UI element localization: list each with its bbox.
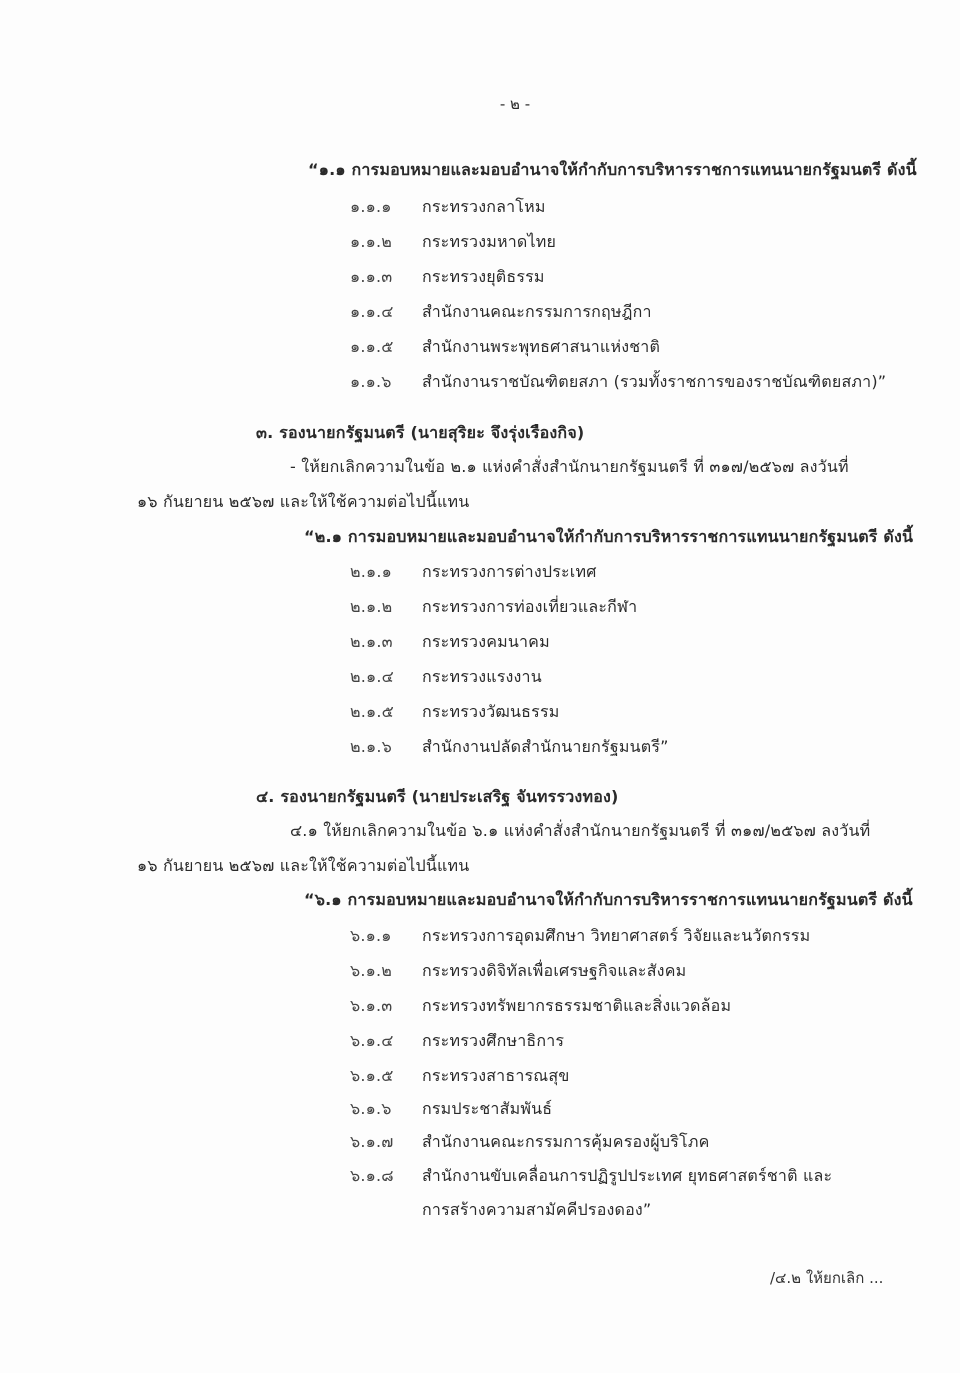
section-1-1-heading: “๑.๑ การมอบหมายและมอบอำนาจให้กำกับการบริหารราชการแทนนายกรัฐมนตรี ดังนี้ [308,160,917,179]
item-number: ๖.๑.๗ [350,1132,394,1151]
item-number: ๒.๑.๒ [350,597,393,616]
page-number: - ๒ - [499,95,531,113]
item-text: สำนักงานราชบัณฑิตยสภา (รวมทั้งราชการของราชบัณฑิตยสภา)” [422,372,887,391]
section-4-paragraph-line-1: ๔.๑ ให้ยกเลิกความในข้อ ๖.๑ แห่งคำสั่งสำนักนายกรัฐมนตรี ที่ ๓๑๗/๒๕๖๗ ลงวันที่ [290,821,871,840]
item-text: สำนักงานคณะกรรมการกฤษฎีกา [422,302,652,321]
list-item [350,701,560,723]
item-number: ๒.๑.๑ [350,562,393,581]
item-text: กระทรวงวัฒนธรรม [422,702,560,721]
section-6-1-heading: “๖.๑ การมอบหมายและมอบอำนาจให้กำกับการบริหารราชการแทนนายกรัฐมนตรี ดังนี้ [304,890,913,909]
list-item [350,995,731,1017]
item-text: กระทรวงมหาดไทย [422,232,557,251]
list-item [350,666,542,688]
item-number: ๑.๑.๓ [350,267,393,286]
item-text: สำนักงานพระพุทธศาสนาแห่งชาติ [422,337,661,356]
item-text: กระทรวงทรัพยากรธรรมชาติและสิ่งแวดล้อม [422,996,732,1015]
item-text: สำนักงานคณะกรรมการคุ้มครองผู้บริโภค [422,1132,710,1151]
section-2-1-heading: “๒.๑ การมอบหมายและมอบอำนาจให้กำกับการบริหารราชการแทนนายกรัฐมนตรี ดังนี้ [304,527,914,546]
item-number: ๖.๑.๖ [350,1099,392,1118]
list-item [350,1165,832,1187]
list-item [350,960,686,982]
section-3-paragraph-line-2: ๑๖ กันยายน ๒๕๖๗ และให้ใช้ความต่อไปนี้แทน [137,492,470,511]
item-text: กรมประชาสัมพันธ์ [422,1099,553,1118]
item-number: ๖.๑.๒ [350,961,393,980]
item-number: ๒.๑.๕ [350,702,394,721]
list-item [350,1131,709,1153]
list-item [350,561,597,583]
item-text: กระทรวงกลาโหม [422,197,546,216]
item-number: ๑.๑.๒ [350,232,393,251]
item-number: ๒.๑.๖ [350,737,393,756]
section-3-title: ๓. รองนายกรัฐมนตรี (นายสุริยะ จึงรุ่งเรืองกิจ) [256,423,585,442]
list-item [350,266,545,288]
section-3-paragraph-line-1: - ให้ยกเลิกความในข้อ ๒.๑ แห่งคำสั่งสำนักนายกรัฐมนตรี ที่ ๓๑๗/๒๕๖๗ ลงวันที่ [290,457,849,476]
list-item [350,736,669,758]
item-number: ๖.๑.๓ [350,996,393,1015]
section-4-paragraph-line-2: ๑๖ กันยายน ๒๕๖๗ และให้ใช้ความต่อไปนี้แทน [137,856,470,875]
list-item [350,301,652,323]
section-4-title: ๔. รองนายกรัฐมนตรี (นายประเสริฐ จันทรรวงทอง) [256,787,619,806]
item-number: ๖.๑.๑ [350,926,392,945]
item-number: ๑.๑.๕ [350,337,394,356]
item-text-continuation: การสร้างความสามัคคีปรองดอง” [422,1200,652,1219]
item-text: กระทรวงการท่องเที่ยวและกีฬา [422,597,638,616]
list-item [350,1065,569,1087]
item-number: ๑.๑.๖ [350,372,392,391]
item-number: ๒.๑.๓ [350,632,393,651]
item-number: ๖.๑.๔ [350,1031,394,1050]
item-number: ๖.๑.๕ [350,1066,394,1085]
list-item [350,925,810,947]
item-text: สำนักงานปลัดสำนักนายกรัฐมนตรี” [422,737,669,756]
item-text: กระทรวงยุติธรรม [422,267,545,286]
list-item [350,196,546,218]
continuation-note: /๔.๒ ให้ยกเลิก ... [770,1269,884,1287]
list-item [350,371,886,393]
item-number: ๑.๑.๔ [350,302,394,321]
list-item [350,336,660,358]
item-number: ๖.๑.๘ [350,1166,394,1185]
item-text: สำนักงานขับเคลื่อนการปฏิรูปประเทศ ยุทธศาสตร์ชาติ และ [422,1166,833,1185]
item-number: ๑.๑.๑ [350,197,392,216]
item-text: กระทรวงการต่างประเทศ [422,562,597,581]
list-item [350,631,550,653]
list-item [350,1030,564,1052]
item-text: กระทรวงศึกษาธิการ [422,1031,565,1050]
list-item [350,596,637,618]
item-text: กระทรวงดิจิทัลเพื่อเศรษฐกิจและสังคม [422,961,687,980]
item-text: กระทรวงคมนาคม [422,632,550,651]
item-text: กระทรวงแรงงาน [422,667,542,686]
item-number: ๒.๑.๔ [350,667,394,686]
list-item [350,231,556,253]
list-item [350,1098,552,1120]
item-text: กระทรวงสาธารณสุข [422,1066,570,1085]
item-text: กระทรวงการอุดมศึกษา วิทยาศาสตร์ วิจัยและนวัตกรรม [422,926,811,945]
